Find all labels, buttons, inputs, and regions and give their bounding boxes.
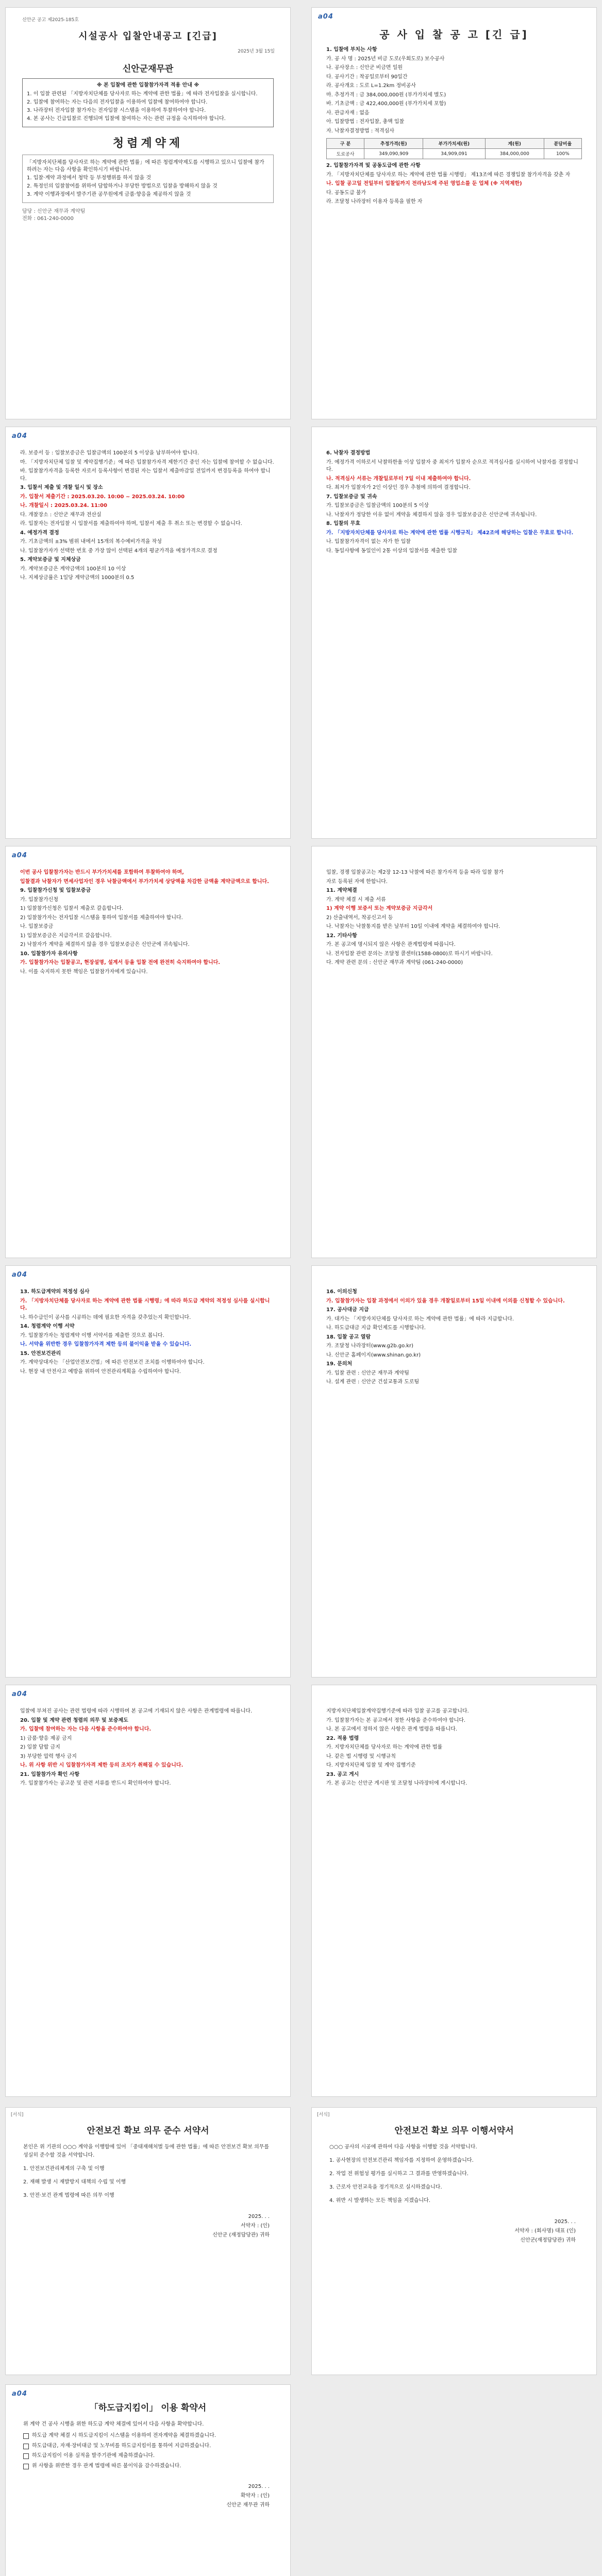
section-line: 가. 예정가격 이하로서 낙찰하한율 이상 입찰자 중 최저가 입찰자 순으로 적격심사를 실시하여 낙찰자를 결정합니다. — [326, 459, 578, 472]
section-line: 나. 적격심사 서류는 개찰일로부터 7일 이내 제출하여야 합니다. — [326, 476, 471, 482]
footer-contact: 담당 : 신안군 재무과 계약팀 — [22, 208, 86, 214]
section-line: 가. 조달청 나라장터(www.g2b.go.kr) — [326, 1343, 414, 1349]
checklist — [23, 2432, 273, 2470]
checklist-item[interactable] — [23, 2452, 273, 2460]
table-header: 부가가치세(원) — [423, 139, 485, 149]
section-line: 2) 입찰참가자는 전자입찰 시스템을 통하여 입찰서를 제출하여야 합니다. — [20, 914, 183, 921]
form-title: 안전보건 확보 의무 준수 서약서 — [87, 2126, 209, 2136]
form-org: 신안군(재정담당관) 귀하 — [520, 2238, 576, 2243]
announce-date: 2025년 3월 15일 — [238, 48, 275, 54]
section-line: 이번 공사 입찰참가자는 반드시 부가가치세를 포함하여 투찰하여야 하며, — [20, 870, 184, 875]
section-line: 15. 안전보건관리 — [20, 1350, 61, 1357]
form-date: 2025. . . — [248, 2214, 270, 2219]
section-line: 나. 낙찰자는 낙찰통지를 받은 날부터 10일 이내에 계약을 체결하여야 합니다. — [326, 924, 500, 929]
section-line: 나. 하수급인이 공사를 시공하는 데에 필요한 자격을 갖추었는지 확인합니다. — [20, 1314, 191, 1320]
signature-block — [6, 2212, 270, 2240]
form-subcontract-guard — [5, 2384, 291, 2576]
section-line: 다. 개찰장소 : 신안군 재무과 전산실 — [20, 512, 102, 518]
section-body — [20, 450, 276, 582]
form-line: 본인은 위 기관의 ○○○ 계약을 이행함에 있어 「중대재해처벌 등에 관한 법률」에 따른 안전보건 확보 의무를 성실히 준수할 것을 서약합니다. — [23, 2144, 270, 2158]
section-line: 사. 관급자재 : 없음 — [326, 110, 370, 116]
integrity-line: 2. 특정인의 입찰참여를 위하여 담합하거나 부당한 방법으로 입찰을 방해하지 않을 것 — [27, 183, 218, 189]
section-line: 나. 신안군 홈페이지(www.shinan.go.kr) — [326, 1352, 421, 1358]
integrity-line: 3. 계약 이행과정에서 발주기관 공무원에게 금품·향응을 제공하지 않을 것 — [27, 191, 191, 197]
checkbox[interactable] — [23, 2464, 29, 2469]
checklist-text: 하도급대금, 자재·장비대금 및 노무비를 하도급지킴이를 통하여 지급하겠습니다. — [32, 2443, 211, 2449]
section-line: 가. 지방자치단체를 당사자로 하는 계약에 관한 법률 — [326, 1744, 443, 1750]
section-line: 23. 공고 게시 — [326, 1771, 359, 1777]
section-line: 5. 계약보증금 및 지체상금 — [20, 557, 81, 563]
section-line: 자. 낙찰자결정방법 : 적격심사 — [326, 128, 395, 134]
section-line: 가. 입찰서 제출기간 : 2025.03.20. 10:00 ~ 2025.03.24. 10:00 — [20, 494, 185, 500]
form-line: 1. 안전보건관리체계의 구축 및 이행 — [23, 2166, 105, 2172]
integrity-line: 1. 입찰·계약 과정에서 청탁 등 부정행위를 하지 않을 것 — [27, 175, 152, 181]
section-line: 1) 금품·향응 제공 금지 — [20, 1735, 72, 1741]
section-line: 가. 입찰에 참여하는 자는 다음 사항을 준수하여야 합니다. — [20, 1726, 152, 1732]
section-line: 나. 낙찰자가 정당한 이유 없이 계약을 체결하지 않을 경우 입찰보증금은 신안군에 귀속됩니다. — [326, 512, 537, 518]
section-line: 11. 계약체결 — [326, 888, 357, 893]
section-line: 라. 공사개요 : 도로 L=1.2km 정비공사 — [326, 83, 416, 89]
checklist-item[interactable] — [23, 2432, 273, 2440]
section-line: 18. 입찰 공고 열람 — [326, 1334, 371, 1340]
table-header: 계(원) — [485, 139, 544, 149]
checklist-item[interactable] — [23, 2442, 273, 2450]
checklist-text: 하도급 계약 체결 시 하도급지킴이 시스템을 이용하여 전자계약을 체결하겠습니다. — [32, 2433, 216, 2438]
integrity-box — [22, 155, 274, 203]
section-body — [20, 1289, 276, 1376]
checklist-item[interactable] — [23, 2462, 273, 2470]
section-line: 나. 입찰참가자격이 없는 자가 한 입찰 — [326, 539, 411, 545]
section-line: 나. 현장 내 안전사고 예방을 위하여 안전관리계획을 수립하여야 합니다. — [20, 1368, 181, 1375]
section-line: 1) 입찰보증금은 지급각서로 갈음합니다. — [20, 933, 112, 939]
section-line: 2) 산출내역서, 착공신고서 등 — [326, 914, 393, 921]
section-line: 라. 조달청 나라장터 이용자 등록을 필한 자 — [326, 199, 423, 205]
section-line: 9. 입찰참가신청 및 입찰보증금 — [20, 888, 91, 893]
table-cell: 도로공사 — [327, 149, 364, 159]
section-line: 나. 지체상금률은 1일당 계약금액의 1000분의 0.5 — [20, 575, 135, 581]
section-line: 나. 입찰 공고일 전일부터 입찰일까지 전라남도에 주된 영업소를 둔 업체 (※ 지역제한) — [326, 181, 522, 187]
form-date: 2025. . . — [248, 2484, 270, 2489]
section-line: 나. 전자입찰 관련 문의는 조달청 콜센터(1588-0800)로 하시기 바랍니다. — [326, 951, 493, 957]
section-line: 2) 입찰 담합 금지 — [20, 1744, 60, 1750]
section-line: 가. 본 공고는 신안군 게시판 및 조달청 나라장터에 게시합니다. — [326, 1781, 467, 1786]
footer-phone: 전화 : 061-240-0000 — [22, 215, 74, 222]
section-line: 21. 입찰참가자 확인 사항 — [20, 1771, 80, 1777]
section-line: 지방자치단체입찰계약집행기준에 따라 입찰 공고를 공고합니다. — [326, 1708, 469, 1714]
table-cell: 349,090,909 — [364, 149, 423, 159]
section-line: 12. 기타사항 — [326, 933, 357, 939]
section-line: 20. 입찰 및 계약 관련 청렴의 의무 및 보증제도 — [20, 1717, 128, 1723]
section-line: 가. 본 공고에 명시되지 않은 사항은 관계법령에 따릅니다. — [326, 942, 456, 947]
form-date: 2025. . . — [554, 2219, 576, 2225]
logo: a04 — [12, 1271, 27, 1279]
notice-box — [22, 78, 274, 127]
announcement-page-2 — [311, 7, 597, 419]
notice-line: 2. 입찰에 참여하는 자는 다음의 전자입찰을 이용하여 입찰에 참여하여야 합니다. — [27, 99, 208, 105]
announcement-page-4 — [5, 846, 291, 1258]
section-line: 가. 계약보증금은 계약금액의 100분의 10 이상 — [20, 566, 126, 572]
checkbox[interactable] — [23, 2444, 29, 2449]
section-line: 바. 입찰참가자격을 등록한 자로서 등록사항이 변경된 자는 입찰서 제출마감일 전일까지 변경등록을 하여야 합니다. — [20, 468, 271, 482]
section-line: 나. 본 공고에서 정하지 않은 사항은 관계 법령을 따릅니다. — [326, 1726, 457, 1732]
section-line: 나. 입찰보증금 — [20, 924, 54, 929]
section-line: 가. 입찰참가자는 본 공고에서 정한 사항을 준수하여야 합니다. — [326, 1717, 466, 1723]
section-line: 가. 「지방자치단체를 당사자로 하는 계약에 관한 법률 시행규칙」 제42조에 해당하는 입찰은 무효로 합니다. — [326, 530, 574, 536]
form-title: 안전보건 확보 의무 이행서약서 — [394, 2126, 514, 2136]
checkbox[interactable] — [23, 2453, 29, 2459]
section-line: 가. 계약상대자는 「산업안전보건법」에 따른 안전보건 조치를 이행하여야 합니다. — [20, 1360, 205, 1365]
section-line: 가. 계약 체결 시 제출 서류 — [326, 896, 386, 903]
section-line: 13. 하도급계약의 적정성 심사 — [20, 1289, 90, 1295]
section-line: 가. 입찰참가자는 입찰 과정에서 이의가 있을 경우 개찰일로부터 15일 이내에 이의를 신청할 수 있습니다. — [326, 1298, 565, 1304]
section-body — [326, 450, 582, 555]
form-line: 4. 위반 시 발생하는 모든 책임을 지겠습니다. — [329, 2198, 431, 2204]
section-line: 나. 이를 숙지하지 못한 책임은 입찰참가자에게 있습니다. — [20, 969, 148, 975]
section-line: 다. 최저가 입찰자가 2인 이상인 경우 추첨에 의하여 결정합니다. — [326, 485, 471, 490]
section-line: 나. 설계 관련 : 신안군 건설교통과 도로팀 — [326, 1379, 420, 1385]
section-line: 10. 입찰참가자 유의사항 — [20, 951, 78, 957]
section-line: 다. 계약 관련 문의 : 신안군 재무과 계약팀 (061-240-0000) — [326, 960, 463, 965]
section-body — [20, 1708, 276, 1788]
form-intro: 위 계약 건 공사 시행을 위한 하도급 계약 체결에 있어서 다음 사항을 확약합니다. — [23, 2421, 204, 2427]
section-body — [20, 869, 276, 976]
section-body — [326, 46, 582, 135]
form-safety-commitment — [311, 2107, 597, 2375]
section-line: 가. 입찰참가신청 — [20, 896, 58, 903]
form-line: 3. 안전·보건 관계 법령에 따른 의무 이행 — [23, 2193, 114, 2198]
section-body — [326, 1708, 582, 1788]
section-line: 나. 입찰참가자가 선택한 번호 중 가장 많이 선택된 4개의 평균가격을 예정가격으로 결정 — [20, 548, 218, 554]
section-line: 나. 개찰일시 : 2025.03.24. 11:00 — [20, 503, 107, 509]
form-line: ○○○ 공사의 시공에 관하여 다음 사항을 이행할 것을 서약합니다. — [329, 2144, 477, 2150]
form-body — [329, 2143, 579, 2205]
announcement-page-6b — [311, 1685, 597, 2097]
section-line: 가. 입찰참가자는 공고문 및 관련 서류를 반드시 확인하여야 합니다. — [20, 1781, 171, 1786]
form-label: [서식] — [11, 2112, 24, 2117]
section-line: 나. 같은 법 시행령 및 시행규칙 — [326, 1753, 396, 1759]
notice-line: 3. 나라장터 전자입찰 참가자는 전자입찰 시스템을 이용하여 투찰하여야 합니다. — [27, 107, 206, 113]
logo: a04 — [12, 432, 27, 440]
section-line: 아. 입찰방법 : 전자입찰, 총액 입찰 — [326, 119, 405, 125]
section-line: 다. 공동도급 불가 — [326, 190, 366, 196]
table-header: 추정가격(원) — [364, 139, 423, 149]
section-line: 입찰결과 낙찰자가 면세사업자인 경우 낙찰금액에서 부가가치세 상당액을 차감한 금액을 계약금액으로 합니다. — [20, 878, 269, 885]
section-line: 마. 추정가격 : 금 384,000,000원 (부가가치세 별도) — [326, 92, 446, 98]
announcement-page-1 — [5, 7, 291, 419]
section-line: 다. 공사기간 : 착공일로부터 90일간 — [326, 74, 408, 80]
section-line: 가. 입찰참가자는 입찰공고, 현장설명, 설계서 등을 입찰 전에 완전히 숙지하여야 합니다. — [20, 960, 221, 965]
integrity-line: 「지방자치단체를 당사자로 하는 계약에 관한 법률」에 따른 청렴계약제도를 시행하고 있으니 입찰에 참가하려는 자는 다음 사항을 확인하시기 바랍니다. — [27, 159, 264, 173]
form-body — [23, 2143, 273, 2200]
form-safety-pledge — [5, 2107, 291, 2375]
section-line: 다. 동일사항에 동일인이 2통 이상의 입찰서를 제출한 입찰 — [326, 548, 457, 554]
table-cell: 100% — [544, 149, 581, 159]
section-line: 다. 지방자치단체 입찰 및 계약 집행기준 — [326, 1762, 416, 1768]
notice-box-title: ※ 본 입찰에 관한 입찰참가자격 적용 안내 ※ — [96, 82, 199, 88]
notice-line: 1. 이 입찰 관련된 「지방자치단체를 당사자로 하는 계약에 관한 법률」에 따라 전자입찰을 실시합니다. — [27, 91, 258, 97]
checklist-text: 하도급지킴이 이용 실적을 발주기관에 제출하겠습니다. — [32, 2453, 155, 2459]
announcement-page-5 — [5, 1265, 291, 1677]
cost-table — [326, 138, 582, 159]
section-body — [326, 162, 582, 206]
form-line: 2. 작업 전 위험성 평가를 실시하고 그 결과를 반영하겠습니다. — [329, 2171, 469, 2177]
table-cell: 384,000,000 — [485, 149, 544, 159]
page-title: 공 사 입 찰 공 고 [긴 급] — [379, 28, 529, 41]
announcement-page-3 — [5, 427, 291, 839]
section-line: 14. 청렴계약 이행 서약 — [20, 1324, 75, 1329]
section-line: 가. 「지방자치단체를 당사자로 하는 계약에 관한 법률 시행령」에 따라 하도급 계약의 적정성 심사를 실시합니다. — [20, 1298, 270, 1311]
form-signer: 서약자 : (인) — [240, 2223, 270, 2229]
section-line: 17. 공사대금 지급 — [326, 1307, 369, 1313]
checklist-text: 위 사항을 위반한 경우 관계 법령에 따른 불이익을 감수하겠습니다. — [32, 2463, 181, 2469]
signature-block — [6, 2482, 270, 2510]
section-line: 16. 이의신청 — [326, 1289, 357, 1295]
table-header: 분담비율 — [544, 139, 581, 149]
agency-name: 신안군재무관 — [122, 63, 174, 74]
form-org: 신안군 재무관 귀하 — [226, 2502, 270, 2508]
notice-line: 4. 본 공사는 긴급입찰로 진행되며 입찰에 참여하는 자는 관련 규정을 숙지하여야 합니다. — [27, 115, 226, 122]
section-line: 가. 공 사 명 : 2025년 비금 도로(우회도로) 보수공사 — [326, 56, 445, 62]
section-line: 2) 낙찰자가 계약을 체결하지 않을 경우 입찰보증금은 신안군에 귀속됩니다. — [20, 942, 190, 947]
section-line: 19. 문의처 — [326, 1361, 353, 1367]
section-line: 8. 입찰의 무효 — [326, 521, 361, 527]
section-line: 가. 입찰참가자는 청렴계약 이행 서약서를 제출한 것으로 봅니다. — [20, 1332, 164, 1338]
section-line: 입찰에 부쳐진 공사는 관련 법령에 따라 시행하며 본 공고에 기재되지 않은 사항은 관계법령에 따릅니다. — [20, 1708, 253, 1714]
table-row — [327, 149, 582, 159]
signature-block — [312, 2217, 576, 2245]
section-line: 22. 적용 법령 — [326, 1735, 359, 1741]
section-line: 2. 입찰참가자격 및 공동도급에 관한 사항 — [326, 163, 421, 168]
logo: a04 — [12, 2390, 27, 2398]
logo: a04 — [318, 13, 333, 21]
section-line: 바. 기초금액 : 금 422,400,000원 (부가가치세 포함) — [326, 101, 446, 107]
section-line: 나. 공사장소 : 신안군 비금면 일원 — [326, 65, 403, 71]
table-cell: 34,909,091 — [423, 149, 485, 159]
section-line: 1) 입찰참가신청은 입찰서 제출로 갈음합니다. — [20, 906, 124, 911]
form-org: 신안군 (재정담당관) 귀하 — [212, 2232, 270, 2238]
logo: a04 — [12, 1690, 27, 1698]
section-line: 4. 예정가격 결정 — [20, 530, 59, 536]
section-line: 3) 부당한 압력 행사 금지 — [20, 1753, 77, 1759]
section-title-integrity: 청렴계약제 — [112, 137, 183, 150]
section-line: 입찰, 경쟁 입찰공고는 제2장 12-13 낙찰에 따른 참가자격 등을 따라 입찰 참가 — [326, 870, 504, 875]
section-line: 나. 위 사항 위반 시 입찰참가자격 제한 등의 조치가 취해질 수 있습니다. — [20, 1762, 183, 1768]
section-line: 3. 입찰서 제출 및 개찰 일시 및 장소 — [20, 485, 103, 490]
form-line: 1. 공사현장의 안전보건관리 책임자를 지정하여 운영하겠습니다. — [329, 2158, 474, 2163]
section-line: 마. 「지방자치단체 입찰 및 계약집행기준」에 따른 입찰참가자격 제한기간 중인 자는 입찰에 참여할 수 없습니다. — [20, 459, 274, 465]
section-line: 1) 계약 이행 보증서 또는 계약보증금 지급각서 — [326, 906, 433, 911]
form-line: 3. 근로자 안전교육을 정기적으로 실시하겠습니다. — [329, 2184, 442, 2190]
section-body — [326, 1289, 582, 1386]
checkbox[interactable] — [23, 2433, 29, 2439]
logo: a04 — [12, 852, 27, 859]
announcement-page-6 — [5, 1685, 291, 2097]
section-line: 7. 입찰보증금 및 귀속 — [326, 494, 377, 500]
section-line: 가. 입찰 관련 : 신안군 재무과 계약팀 — [326, 1370, 409, 1376]
section-line: 라. 보증서 등 : 입찰보증금은 입찰금액의 100분의 5 이상을 납부하여야 합니다. — [20, 450, 199, 456]
section-line: 나. 서약을 위반한 경우 입찰참가자격 제한 등의 불이익을 받을 수 있습니다. — [20, 1342, 192, 1347]
section-line: 1. 입찰에 부치는 사항 — [326, 47, 377, 53]
section-body — [326, 869, 582, 967]
form-signer: 서약자 : (회사명) 대표 (인) — [514, 2228, 576, 2234]
section-line: 가. 기초금액의 ±3% 범위 내에서 15개의 복수예비가격을 작성 — [20, 539, 162, 545]
section-line: 6. 낙찰자 결정방법 — [326, 450, 371, 456]
form-signer: 확약자 : (인) — [240, 2493, 270, 2499]
table-header: 구 분 — [327, 139, 364, 149]
page-title: 시설공사 입찰안내공고 [긴급] — [78, 30, 218, 42]
section-line: 나. 하도급대금 지급 확인제도를 시행합니다. — [326, 1325, 426, 1331]
section-line: 가. 「지방자치단체를 당사자로 하는 계약에 관한 법률 시행령」 제13조에 따른 경쟁입찰 참가자격을 갖춘 자 — [326, 172, 571, 178]
announcement-page-5b — [311, 1265, 597, 1677]
form-line: 2. 재해 발생 시 재발방지 대책의 수립 및 이행 — [23, 2179, 126, 2185]
section-line: 가. 입찰보증금은 입찰금액의 100분의 5 이상 — [326, 503, 429, 509]
announcement-page-4b — [311, 846, 597, 1258]
header-small-1: 신안군 공고 제2025-185호 — [22, 18, 79, 23]
section-line: 자로 등록된 자에 한합니다. — [326, 878, 388, 885]
section-line: 라. 입찰자는 전자입찰 시 입찰서를 제출하여야 하며, 입찰서 제출 후 취소 또는 변경할 수 없습니다. — [20, 521, 242, 527]
form-label: [서식] — [317, 2112, 330, 2117]
announcement-page-3b — [311, 427, 597, 839]
form-title: 「하도급지킴이」 이용 확약서 — [89, 2403, 207, 2413]
section-line: 가. 대가는 「지방자치단체를 당사자로 하는 계약에 관한 법률」에 따라 지급합니다. — [326, 1316, 514, 1322]
